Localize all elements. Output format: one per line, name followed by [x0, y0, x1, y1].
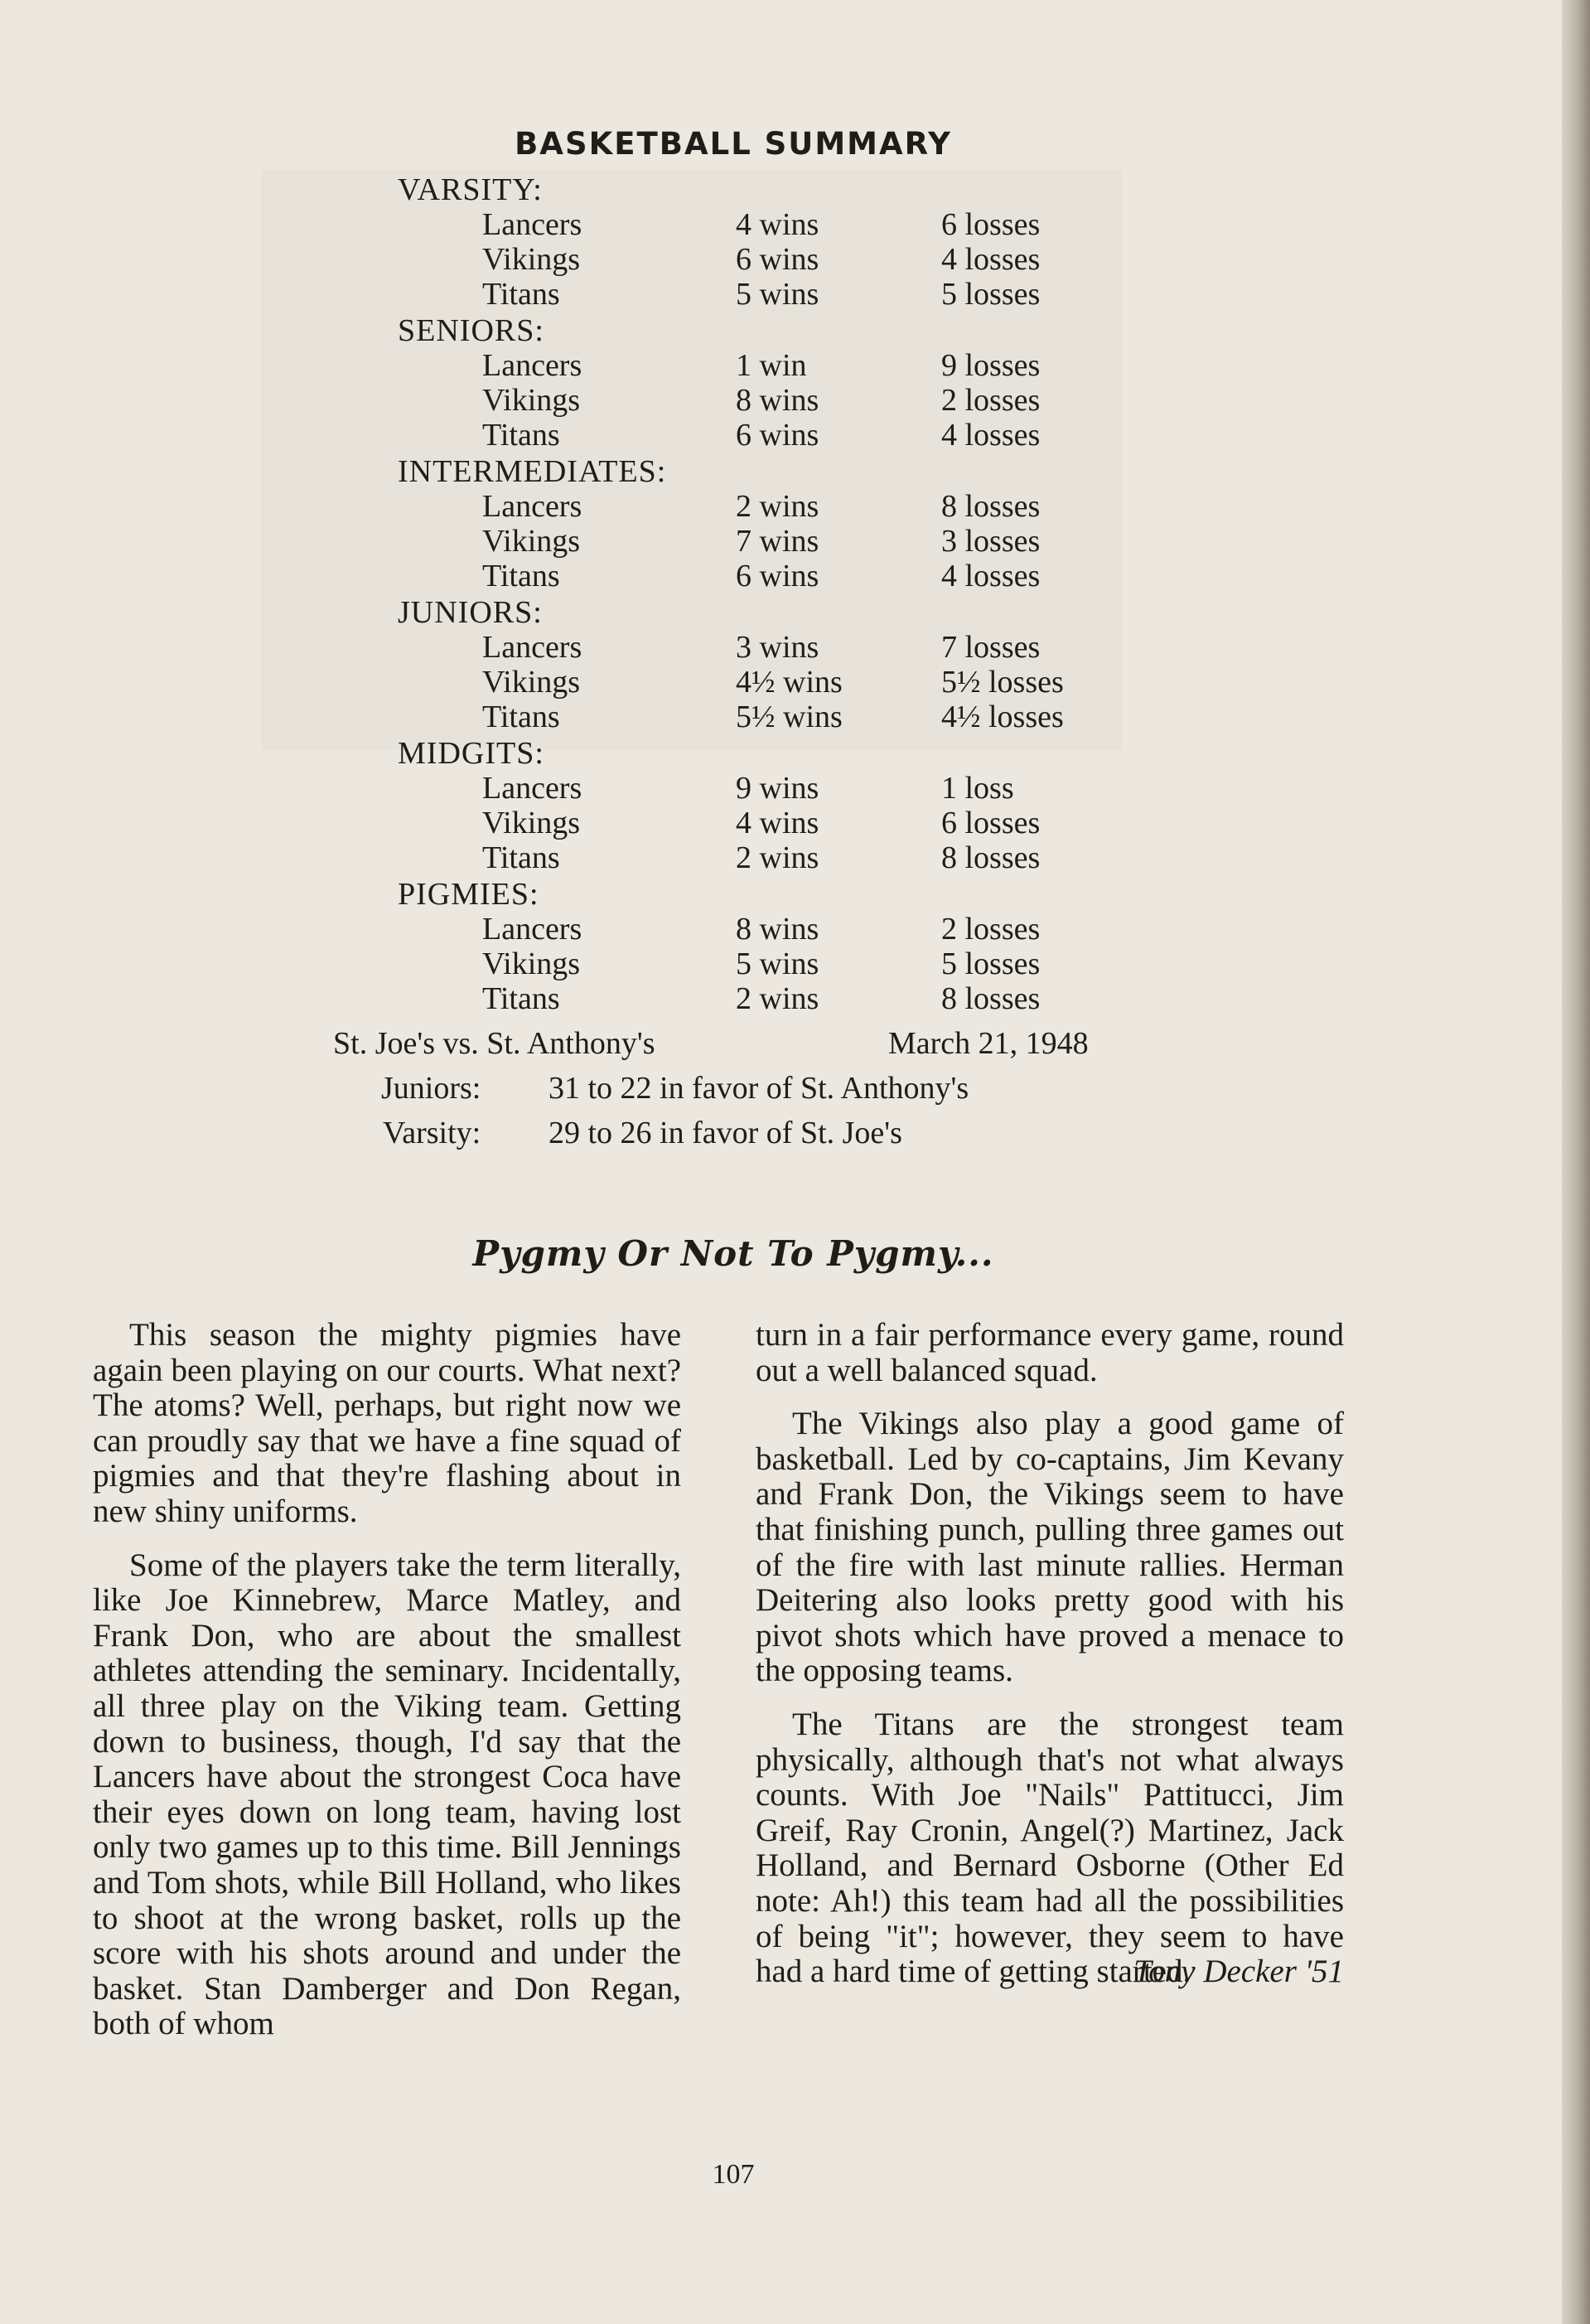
- juniors-label: Juniors:: [381, 1071, 481, 1106]
- wins-value: 2 wins: [736, 840, 819, 875]
- paragraph: The Vikings also play a good game of basketball. Led by co-captains, Jim Kevany and Frank Don, the Vikings seem to have that finishing punch, pulling three games out of the fire with last minute rallies. Herman Deitering also looks pretty good with his pivot shots which have proved a menace to the opposing teams.: [756, 1406, 1344, 1689]
- wins-value: 6 wins: [736, 418, 819, 453]
- wins-value: 4½ wins: [736, 665, 843, 700]
- varsity-result: 29 to 26 in favor of St. Joe's: [549, 1116, 902, 1150]
- team-name: Vikings: [482, 806, 581, 840]
- team-name: Lancers: [482, 489, 582, 524]
- category-heading: MIDGITS:: [398, 736, 544, 771]
- team-name: Lancers: [482, 771, 582, 806]
- table-row: [0, 277, 1243, 312]
- table-row: [0, 700, 1243, 734]
- table-row: [0, 806, 1243, 840]
- wins-value: 7 wins: [736, 524, 819, 559]
- team-name: Titans: [482, 840, 560, 875]
- losses-value: 6 losses: [941, 806, 1041, 840]
- game-matchup: St. Joe's vs. St. Anthony's: [333, 1026, 655, 1061]
- table-row: [0, 207, 1243, 242]
- wins-value: 8 wins: [736, 912, 819, 947]
- team-name: Titans: [482, 277, 560, 312]
- table-row: [0, 665, 1243, 700]
- table-row: [0, 630, 1243, 665]
- losses-value: 8 losses: [941, 489, 1041, 524]
- losses-value: 5 losses: [941, 947, 1041, 981]
- losses-value: 4 losses: [941, 559, 1041, 593]
- category-heading: SENIORS:: [398, 313, 544, 348]
- team-name: Lancers: [482, 348, 582, 383]
- wins-value: 5 wins: [736, 947, 819, 981]
- page-edge: [1562, 0, 1590, 2324]
- category-heading: INTERMEDIATES:: [398, 454, 667, 489]
- table-row: [0, 524, 1243, 559]
- paragraph: The Titans are the strongest team physically, although that's not what always counts. With Joe "Nails" Pattitucci, Jim Greif, Ray Cronin, Angel(?) Martinez, Jack Holland, and Bernard Osborne (Other Ed note: Ah!) this team had all the possibilities of being "it"; however, they seem to have had a hard time of getting started.: [756, 1706, 1344, 1990]
- table-row: [0, 242, 1243, 277]
- category-heading: PIGMIES:: [398, 877, 539, 912]
- losses-value: 2 losses: [941, 912, 1041, 947]
- wins-value: 3 wins: [736, 630, 819, 665]
- page-title: BASKETBALL SUMMARY: [515, 126, 952, 162]
- table-row: [0, 912, 1243, 947]
- losses-value: 6 losses: [941, 207, 1041, 242]
- team-name: Vikings: [482, 242, 581, 277]
- team-name: Vikings: [482, 383, 581, 418]
- wins-value: 4 wins: [736, 806, 819, 840]
- page-number: 107: [712, 2159, 755, 2190]
- losses-value: 3 losses: [941, 524, 1041, 559]
- paragraph: This season the mighty pigmies have again been playing on our courts. What next? The atoms? Well, perhaps, but right now we can proudly say that we have a fine squad of pigmies and that they're flashing about in new shiny uniforms.: [93, 1317, 681, 1529]
- table-row: [0, 489, 1243, 524]
- wins-value: 8 wins: [736, 383, 819, 418]
- article-title: Pygmy Or Not To Pygmy...: [472, 1233, 994, 1274]
- juniors-result: 31 to 22 in favor of St. Anthony's: [549, 1071, 969, 1106]
- team-name: Lancers: [482, 630, 582, 665]
- table-row: [0, 559, 1243, 593]
- game-date: March 21, 1948: [888, 1026, 1089, 1061]
- losses-value: 8 losses: [941, 840, 1041, 875]
- category-heading: VARSITY:: [398, 172, 543, 207]
- losses-value: 4 losses: [941, 418, 1041, 453]
- team-name: Lancers: [482, 912, 582, 947]
- team-name: Titans: [482, 559, 560, 593]
- team-name: Titans: [482, 981, 560, 1016]
- table-row: [0, 840, 1243, 875]
- table-row: [0, 348, 1243, 383]
- varsity-label: Varsity:: [383, 1116, 481, 1150]
- category-heading: JUNIORS:: [398, 595, 543, 630]
- article-right-column: [756, 1318, 1344, 1989]
- losses-value: 9 losses: [941, 348, 1041, 383]
- wins-value: 6 wins: [736, 559, 819, 593]
- losses-value: 7 losses: [941, 630, 1041, 665]
- table-row: [0, 771, 1243, 806]
- losses-value: 5 losses: [941, 277, 1041, 312]
- table-row: [0, 418, 1243, 453]
- losses-value: 4 losses: [941, 242, 1041, 277]
- paragraph: Some of the players take the term literally, like Joe Kinnebrew, Marce Matley, and Frank Don, who are about the smallest athletes attending the seminary. Incidentally, all three play on the Viking team. Getting down to business, though, I'd say that the Lancers have about the strongest Coca have their eyes down on long team, having lost only two games up to this time. Bill Jennings and Tom shots, while Bill Holland, who likes to shoot at the wrong basket, rolls up the score with his shots around and under the basket. Stan Damberger and Don Regan, both of whom: [93, 1547, 681, 2042]
- table-row: [0, 981, 1243, 1016]
- wins-value: 2 wins: [736, 981, 819, 1016]
- author-name: Tony Decker '51: [1133, 1953, 1344, 1989]
- team-name: Vikings: [482, 665, 581, 700]
- losses-value: 8 losses: [941, 981, 1041, 1016]
- team-name: Vikings: [482, 524, 581, 559]
- team-name: Titans: [482, 700, 560, 734]
- paragraph: turn in a fair performance every game, round out a well balanced squad.: [756, 1317, 1344, 1388]
- table-row: [0, 947, 1243, 981]
- team-name: Vikings: [482, 947, 581, 981]
- wins-value: 6 wins: [736, 242, 819, 277]
- losses-value: 1 loss: [941, 771, 1014, 806]
- wins-value: 2 wins: [736, 489, 819, 524]
- wins-value: 1 win: [736, 348, 807, 383]
- losses-value: 4½ losses: [941, 700, 1064, 734]
- team-name: Titans: [482, 418, 560, 453]
- article-left-column: [93, 1318, 681, 2060]
- losses-value: 5½ losses: [941, 665, 1064, 700]
- losses-value: 2 losses: [941, 383, 1041, 418]
- table-row: [0, 383, 1243, 418]
- wins-value: 5½ wins: [736, 700, 843, 734]
- team-name: Lancers: [482, 207, 582, 242]
- wins-value: 5 wins: [736, 277, 819, 312]
- wins-value: 4 wins: [736, 207, 819, 242]
- wins-value: 9 wins: [736, 771, 819, 806]
